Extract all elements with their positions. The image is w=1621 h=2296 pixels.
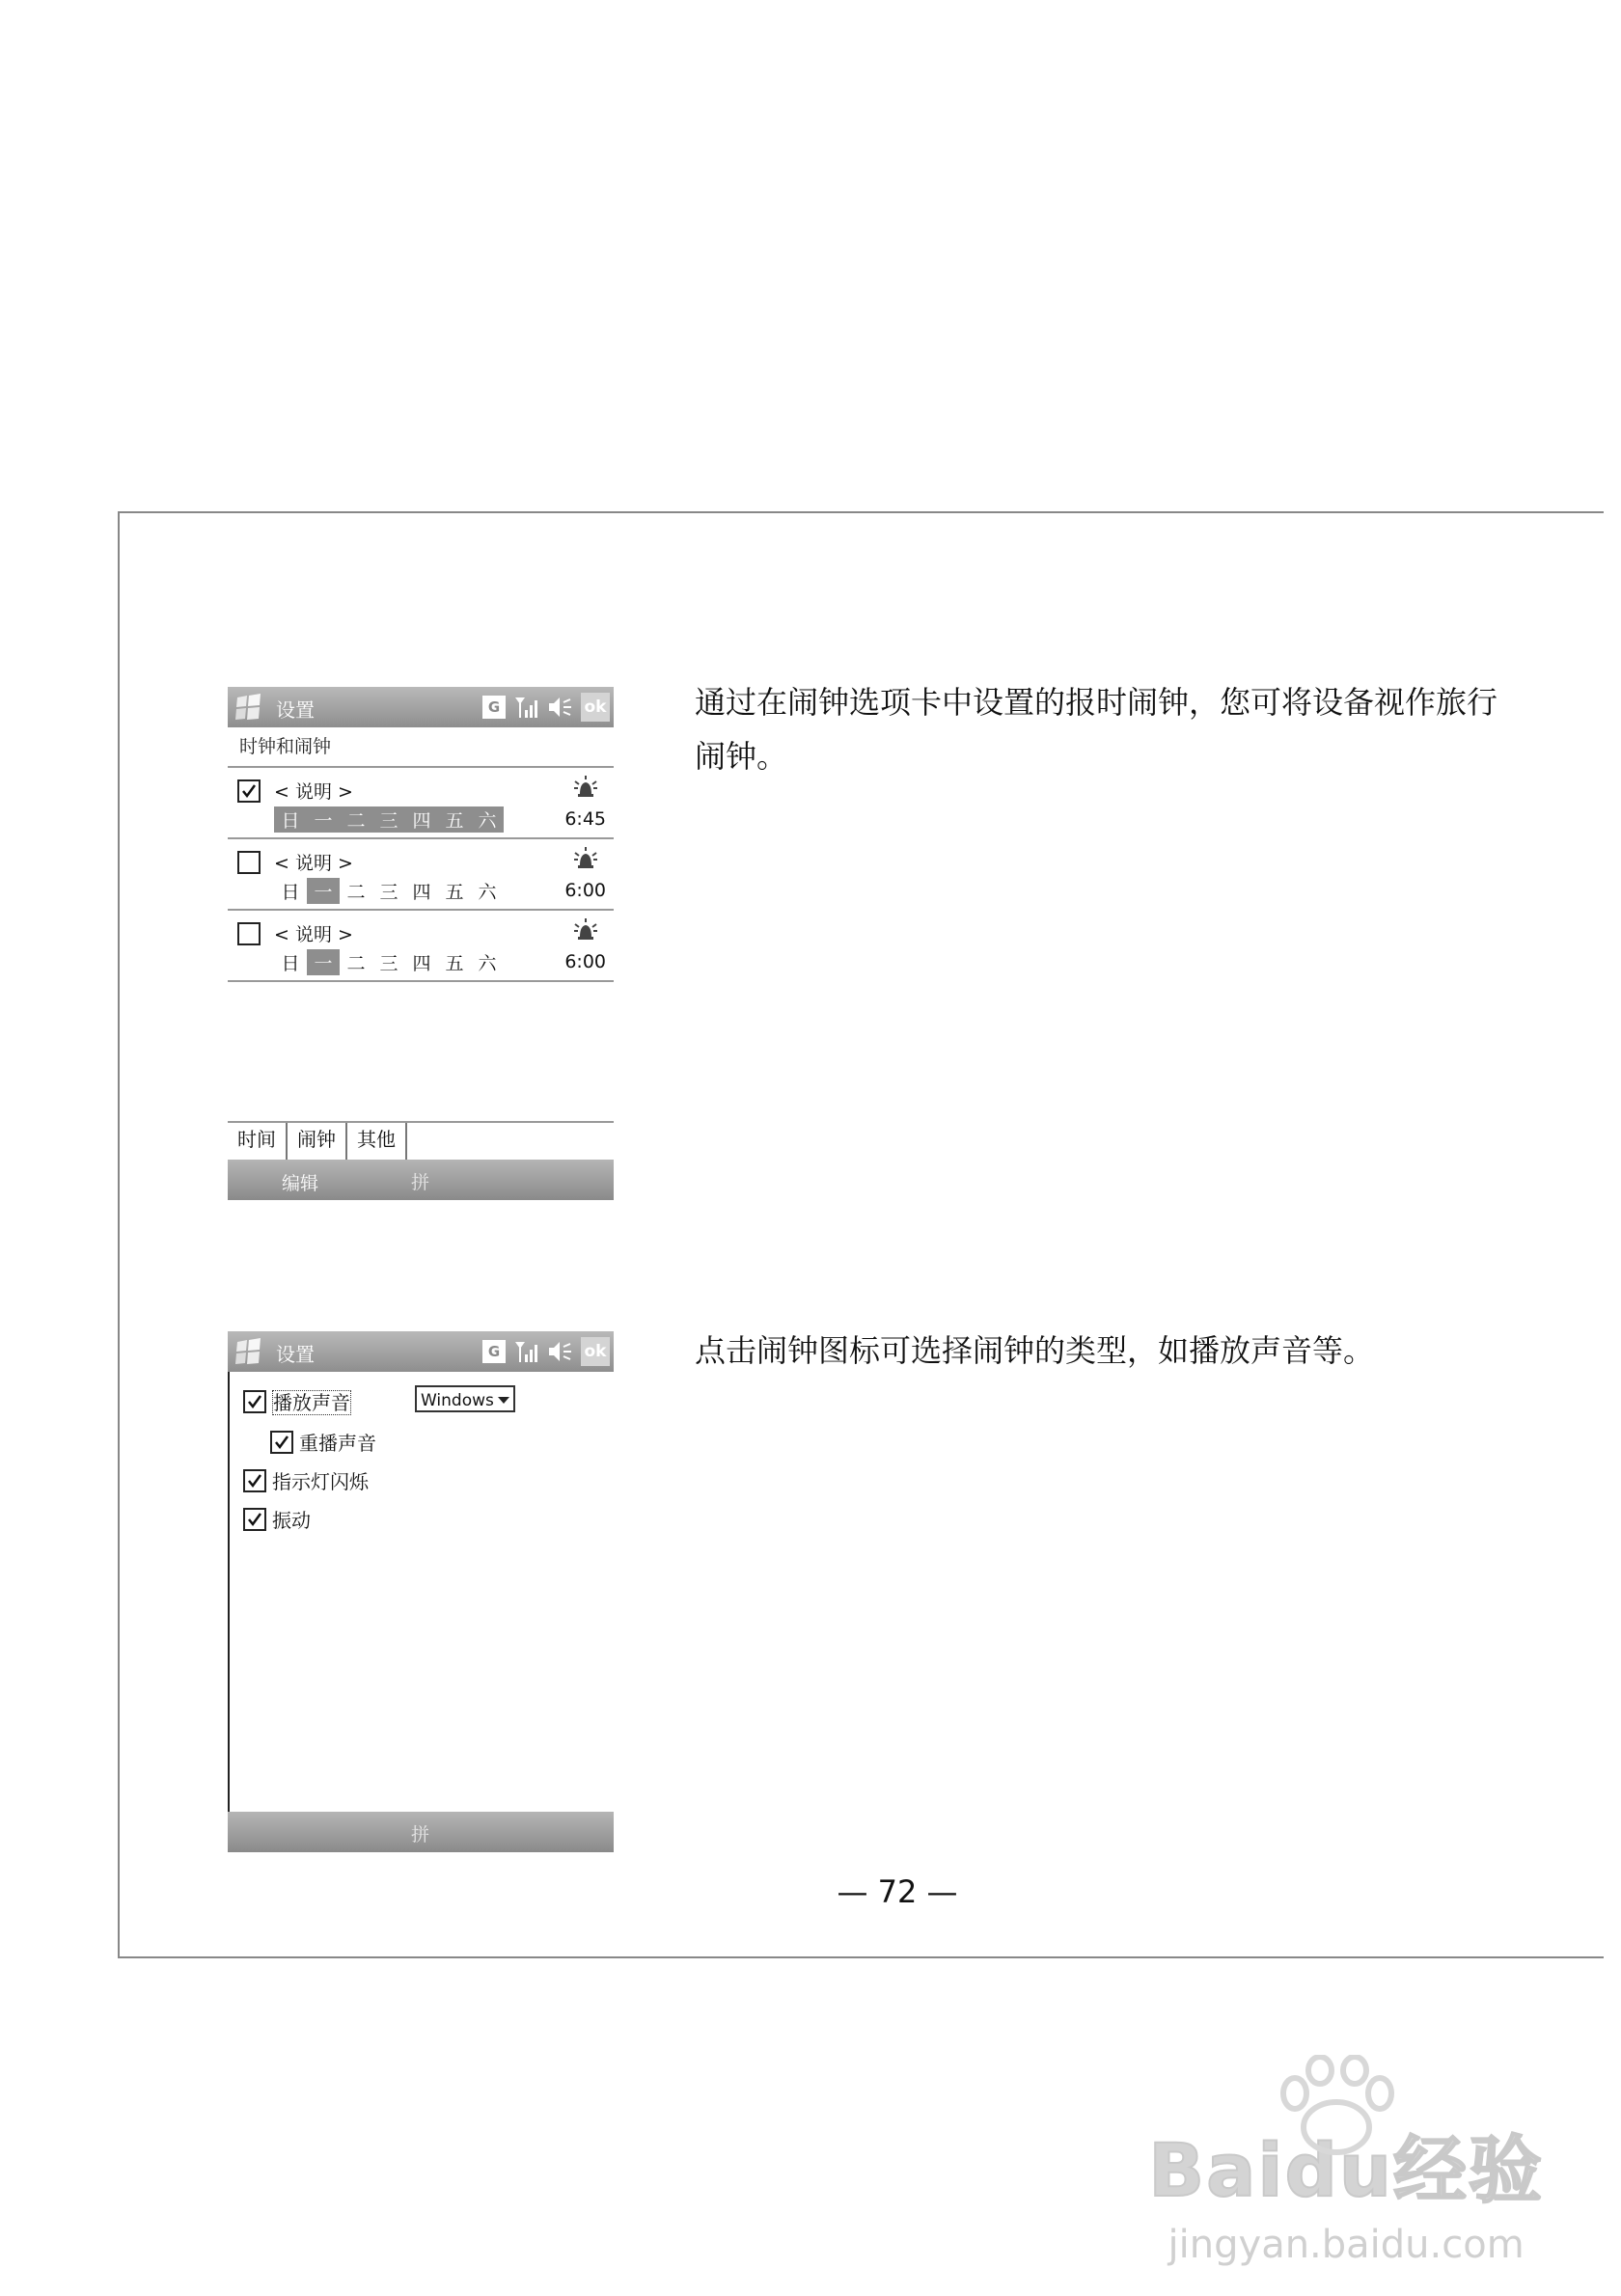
signal-icon[interactable] xyxy=(513,1339,538,1364)
vibrate-option[interactable] xyxy=(243,1505,311,1533)
alarm-description[interactable]: < 说明 > xyxy=(274,924,353,945)
check-icon xyxy=(246,1472,263,1490)
alarm-description[interactable]: < 说明 > xyxy=(274,781,353,803)
sound-select-value: Windows xyxy=(421,1391,494,1410)
alarm-bell-icon[interactable] xyxy=(571,774,600,803)
day-sun[interactable]: 日 xyxy=(281,882,300,903)
title-bar xyxy=(228,687,614,727)
vibrate-checkbox[interactable] xyxy=(243,1508,266,1531)
day-wed[interactable]: 三 xyxy=(379,953,398,974)
flash-light-option[interactable] xyxy=(243,1466,369,1494)
alarm-options-screen xyxy=(228,1331,614,1852)
alarm-row[interactable] xyxy=(228,839,614,911)
sound-select[interactable] xyxy=(415,1385,515,1412)
alarm-description[interactable]: < 说明 > xyxy=(274,853,353,874)
soft-key-bar xyxy=(228,1160,614,1200)
tab-alarm[interactable]: 闹钟 xyxy=(288,1123,347,1160)
start-menu-icon[interactable] xyxy=(234,692,264,723)
alarm-time[interactable]: 6:45 xyxy=(564,808,606,830)
watermark-brand: Baidu经验 xyxy=(1148,2127,1544,2213)
alarm-checkbox[interactable] xyxy=(237,779,261,803)
tab-time[interactable]: 时间 xyxy=(228,1123,288,1160)
input-method-button[interactable]: 拼 xyxy=(411,1172,430,1193)
paw-logo-icon xyxy=(1274,2055,1399,2161)
title-bar xyxy=(228,1331,614,1372)
day-mon[interactable]: 一 xyxy=(307,949,340,975)
start-menu-icon[interactable] xyxy=(234,1336,264,1367)
day-thu[interactable]: 四 xyxy=(412,953,431,974)
alarm-time[interactable]: 6:00 xyxy=(564,880,606,901)
day-thu[interactable]: 四 xyxy=(412,810,431,832)
window-title: 设置 xyxy=(276,698,315,722)
day-mon[interactable]: 一 xyxy=(307,878,340,904)
alarm-row[interactable] xyxy=(228,911,614,982)
speaker-muted-icon[interactable] xyxy=(546,1339,573,1364)
alarm-bell-icon[interactable] xyxy=(571,845,600,874)
day-tue[interactable]: 二 xyxy=(346,882,366,903)
alarm-bell-icon[interactable] xyxy=(571,916,600,945)
g-connectivity-icon[interactable]: G xyxy=(482,696,506,719)
day-selector[interactable] xyxy=(274,949,504,975)
repeat-sound-label[interactable]: 重播声音 xyxy=(299,1432,376,1455)
day-mon[interactable]: 一 xyxy=(314,810,333,832)
options-panel xyxy=(228,1372,612,1814)
alarm-checkbox[interactable] xyxy=(237,922,261,945)
alarm-checkbox[interactable] xyxy=(237,851,261,874)
signal-icon[interactable] xyxy=(513,695,538,720)
day-tue[interactable]: 二 xyxy=(346,953,366,974)
day-fri[interactable]: 五 xyxy=(445,882,464,903)
alarm-list-screen xyxy=(228,687,614,1200)
day-selector[interactable] xyxy=(274,878,504,904)
edit-menu-button[interactable]: 编辑 xyxy=(282,1173,319,1194)
input-method-button[interactable]: 拼 xyxy=(411,1824,430,1845)
day-fri[interactable]: 五 xyxy=(445,953,464,974)
play-sound-option[interactable] xyxy=(243,1387,494,1415)
day-wed[interactable]: 三 xyxy=(379,810,398,832)
play-sound-label[interactable]: 播放声音 xyxy=(273,1391,350,1414)
day-tue[interactable]: 二 xyxy=(346,810,366,832)
ok-button[interactable]: ok xyxy=(581,1337,610,1366)
day-sat[interactable]: 六 xyxy=(478,882,497,903)
speaker-muted-icon[interactable] xyxy=(546,695,573,720)
repeat-sound-option[interactable] xyxy=(270,1428,376,1456)
check-icon xyxy=(246,1511,263,1528)
check-icon xyxy=(240,782,258,800)
play-sound-checkbox[interactable] xyxy=(243,1390,266,1413)
repeat-sound-checkbox[interactable] xyxy=(270,1431,293,1454)
section-header: 时钟和闹钟 xyxy=(228,727,614,768)
flash-light-checkbox[interactable] xyxy=(243,1469,266,1492)
alarm-row[interactable] xyxy=(228,768,614,839)
alarm-time[interactable]: 6:00 xyxy=(564,951,606,972)
check-icon xyxy=(273,1434,290,1451)
tab-other[interactable]: 其他 xyxy=(347,1123,407,1160)
list-empty-area xyxy=(228,982,614,1121)
soft-key-bar xyxy=(228,1812,614,1852)
day-sun[interactable]: 日 xyxy=(281,953,300,974)
day-sun[interactable]: 日 xyxy=(281,810,300,832)
day-fri[interactable]: 五 xyxy=(445,810,464,832)
watermark-url: jingyan.baidu.com xyxy=(1168,2223,1525,2267)
day-thu[interactable]: 四 xyxy=(412,882,431,903)
day-selector[interactable] xyxy=(274,806,504,833)
flash-light-label[interactable]: 指示灯闪烁 xyxy=(272,1470,369,1493)
day-sat[interactable]: 六 xyxy=(478,810,497,832)
day-wed[interactable]: 三 xyxy=(379,882,398,903)
window-title: 设置 xyxy=(276,1343,315,1366)
check-icon xyxy=(246,1393,263,1410)
vibrate-label[interactable]: 振动 xyxy=(272,1509,311,1532)
description-text-2: 点击闹钟图标可选择闹钟的类型，如播放声音等。 xyxy=(695,1332,1375,1369)
g-connectivity-icon[interactable]: G xyxy=(482,1340,506,1363)
chevron-down-icon xyxy=(498,1397,509,1404)
day-sat[interactable]: 六 xyxy=(478,953,497,974)
page-number: — 72 — xyxy=(837,1873,958,1910)
description-text-1: 通过在闹钟选项卡中设置的报时闹钟，您可将设备视作旅行闹钟。 xyxy=(695,684,1498,775)
tab-strip xyxy=(228,1121,614,1160)
baidu-watermark xyxy=(1148,2112,1544,2267)
ok-button[interactable]: ok xyxy=(581,693,610,722)
